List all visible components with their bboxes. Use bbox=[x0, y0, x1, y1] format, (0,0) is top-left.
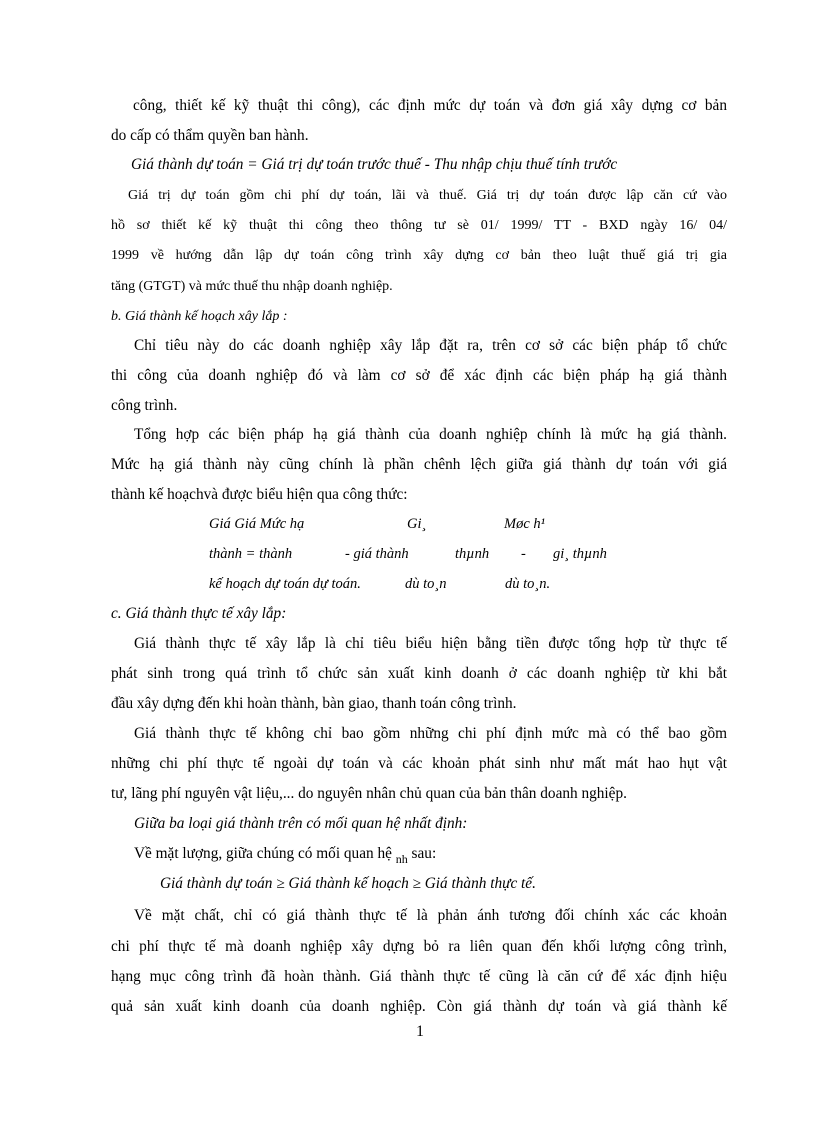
paragraph-6-line-1: Giá thành thực tế không chỉ bao gồm những chi phí định mức mà có thể bao gồm bbox=[134, 725, 727, 742]
quantity-line-text: Về mặt lượng, giữa chúng có mối quan hệ bbox=[134, 845, 392, 862]
page-number: 1 bbox=[416, 1023, 424, 1040]
paragraph-4-line-3: thành kế hoạchvà được biểu hiện qua công thức: bbox=[111, 486, 408, 503]
paragraph-5-line-1: Giá thành thực tế xây lắp là chỉ tiêu biểu hiện bằng tiền được tổng hợp từ thực tế bbox=[134, 635, 727, 652]
paragraph-2-line-4: tăng (GTGT) và mức thuế thu nhập doanh nghiệp. bbox=[111, 279, 393, 294]
paragraph-3-line-3: công trình. bbox=[111, 397, 178, 414]
paragraph-5-line-2: phát sinh trong quá trình tổ chức sản xuất kinh doanh ở các doanh nghiệp từ khi bắt bbox=[111, 665, 727, 682]
paragraph-7-line-3: hạng mục công trình đã hoàn thành. Giá thành thực tế cũng là căn cứ để xác định hiệu bbox=[111, 968, 727, 985]
formula-plan-row2-col4: - bbox=[521, 546, 526, 562]
paragraph-5-line-3: đầu xây dựng đến khi hoàn thành, bàn giao, thanh toán công trình. bbox=[111, 695, 517, 712]
paragraph-2-line-3: 1999 về hướng dẫn lập dự toán công trình xây dựng cơ bản theo luật thuế giá trị gia bbox=[111, 248, 727, 263]
formula-plan-row1-col3: Møc h¹ bbox=[504, 516, 545, 532]
heading-c: c. Giá thành thực tế xây lắp: bbox=[111, 605, 287, 622]
formula-plan-row2-col5: gi¸ thµnh bbox=[553, 546, 607, 562]
formula-plan-row2-col1: thành = thành bbox=[209, 546, 293, 562]
paragraph-1-line-1: công, thiết kế kỹ thuật thi công), các định mức dự toán và đơn giá xây dựng cơ bản bbox=[133, 97, 727, 114]
paragraph-7-line-2: chi phí thực tế mà doanh nghiệp xây dựng bỏ ra liên quan đến khối lượng công trình, bbox=[111, 938, 727, 955]
quantity-line-tail: sau: bbox=[411, 845, 437, 862]
paragraph-4-line-2: Mức hạ giá thành này cũng chính là phần chênh lệch giữa giá thành dự toán với giá bbox=[111, 456, 727, 473]
formula-estimate: Giá thành dự toán = Giá trị dự toán trước thuế - Thu nhập chịu thuế tính trước bbox=[131, 156, 618, 173]
paragraph-6-line-2: những chi phí thực tế ngoài dự toán và các khoản phát sinh như mất mát hao hụt vật bbox=[111, 755, 727, 772]
paragraph-2-line-2: hồ sơ thiết kế kỹ thuật thi công theo thông tư sè 01/ 1999/ TT - BXD ngày 16/ 04/ bbox=[111, 218, 727, 233]
paragraph-4-line-1: Tổng hợp các biện pháp hạ giá thành của doanh nghiệp chính là mức hạ giá thành. bbox=[134, 426, 727, 443]
relation-heading: Giữa ba loại giá thành trên có mối quan hệ nhất định: bbox=[134, 815, 468, 832]
inequality: Giá thành dự toán ≥ Giá thành kế hoạch ≥ Giá thành thực tế. bbox=[160, 875, 536, 892]
formula-plan-row3-col2: dù to¸n bbox=[405, 576, 447, 592]
paragraph-3-line-1: Chỉ tiêu này do các doanh nghiệp xây lắp đặt ra, trên cơ sở các biện pháp tổ chức bbox=[134, 337, 727, 354]
quantity-line bbox=[134, 844, 436, 864]
paragraph-7-line-4: quả sản xuất kinh doanh của doanh nghiệp. Còn giá thành dự toán và giá thành kế bbox=[111, 998, 727, 1015]
formula-plan-row2-col2: - giá thành bbox=[345, 546, 409, 562]
formula-plan-row3-col1: kế hoạch dự toán dự toán. bbox=[209, 576, 361, 592]
formula-plan-row1-col1: Giá Giá Mức hạ bbox=[209, 516, 305, 532]
paragraph-7-line-1: Về mặt chất, chỉ có giá thành thực tế là phản ánh tương đối chính xác các khoản bbox=[134, 907, 727, 924]
formula-plan-row1-col2: Gi¸ bbox=[407, 516, 427, 532]
formula-plan-row2-col3: thµnh bbox=[455, 546, 490, 562]
paragraph-6-line-3: tư, lãng phí nguyên vật liệu,... do nguyên nhân chủ quan của bản thân doanh nghiệp. bbox=[111, 785, 627, 802]
heading-b: b. Giá thành kế hoạch xây lắp : bbox=[111, 309, 288, 324]
paragraph-2-line-1: Giá trị dự toán gồm chi phí dự toán, lãi và thuế. Giá trị dự toán được lập căn cứ vào bbox=[128, 188, 727, 203]
paragraph-1-line-2: do cấp có thẩm quyền ban hành. bbox=[111, 127, 309, 144]
formula-plan-row3-col3: dù to¸n. bbox=[505, 576, 551, 592]
paragraph-3-line-2: thi công của doanh nghiệp đó và làm cơ sở để xác định các biện pháp hạ giá thành bbox=[111, 367, 727, 384]
quantity-line-sub: nh bbox=[395, 852, 408, 866]
